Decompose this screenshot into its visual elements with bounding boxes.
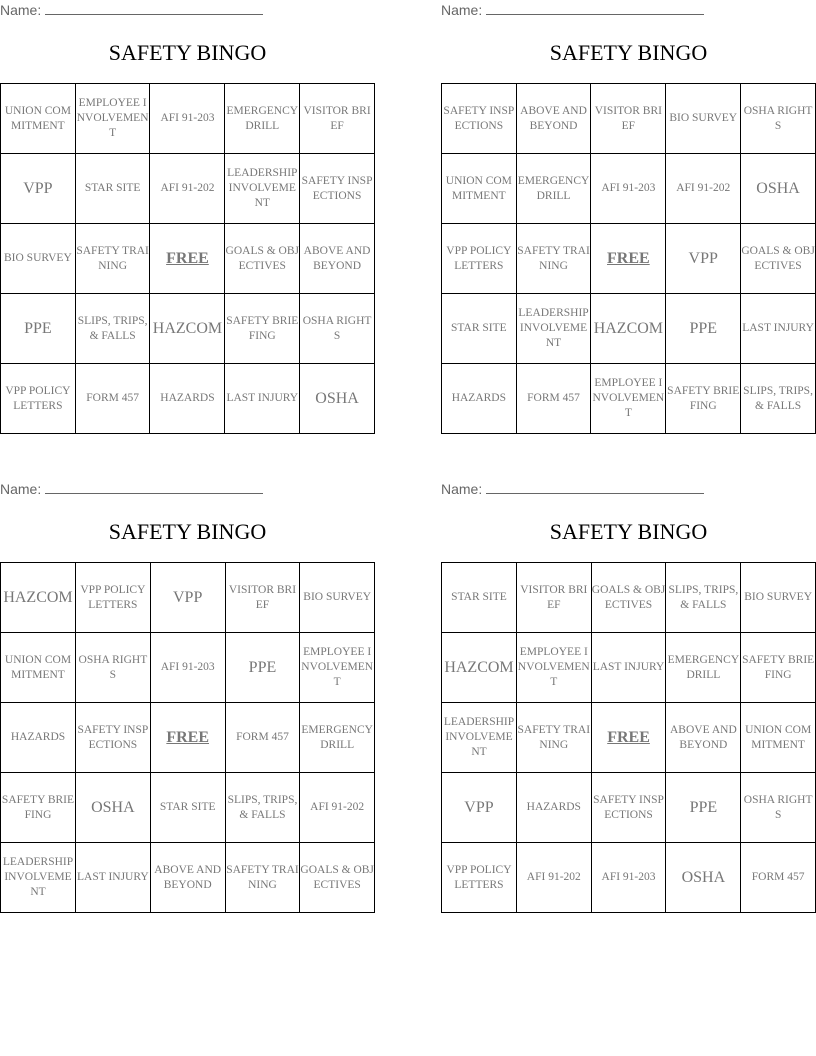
bingo-cell: BIO SURVEY — [666, 84, 741, 154]
bingo-cell: FORM 457 — [516, 364, 591, 434]
bingo-cell: AFI 91-203 — [150, 84, 225, 154]
free-space-cell: FREE — [150, 703, 225, 773]
bingo-grid — [441, 83, 816, 434]
bingo-cell: VPP — [150, 563, 225, 633]
bingo-cell: EMPLOYEE INVOLVEMENT — [591, 364, 666, 434]
bingo-cell: UNION COMMITMENT — [741, 703, 816, 773]
bingo-cell: LAST INJURY — [75, 843, 150, 913]
bingo-grid — [441, 562, 816, 913]
card-title: SAFETY BINGO — [108, 519, 267, 544]
bingo-row — [442, 843, 816, 913]
bingo-row — [442, 224, 816, 294]
bingo-cell: STAR SITE — [442, 294, 517, 364]
bingo-row — [1, 364, 375, 434]
card-title: SAFETY BINGO — [108, 40, 267, 65]
name-label: Name: — [0, 481, 42, 497]
bingo-cell: BIO SURVEY — [741, 563, 816, 633]
bingo-cell: VISITOR BRIEF — [516, 563, 591, 633]
bingo-cell: SAFETY INSPECTIONS — [300, 154, 375, 224]
bingo-row — [1, 84, 375, 154]
bingo-cell: LEADERSHIP INVOLVEMENT — [225, 154, 300, 224]
bingo-row — [442, 294, 816, 364]
bingo-cell: VPP — [1, 154, 76, 224]
bingo-cell: VPP POLICY LETTERS — [442, 843, 517, 913]
bingo-cell: AFI 91-202 — [150, 154, 225, 224]
bingo-cell: ABOVE AND BEYOND — [300, 224, 375, 294]
bingo-cell: VPP — [666, 224, 741, 294]
bingo-cell: SAFETY INSPECTIONS — [75, 703, 150, 773]
bingo-cell: BIO SURVEY — [1, 224, 76, 294]
bingo-row — [442, 563, 816, 633]
bingo-cell: SLIPS, TRIPS, & FALLS — [75, 294, 150, 364]
bingo-cell: AFI 91-203 — [591, 154, 666, 224]
bingo-cell: OSHA RIGHTS — [741, 773, 816, 843]
bingo-row — [1, 843, 375, 913]
bingo-row — [442, 364, 816, 434]
bingo-cell: EMERGENCY DRILL — [516, 154, 591, 224]
bingo-cell: SAFETY TRAINING — [225, 843, 300, 913]
name-field — [0, 2, 263, 18]
bingo-cell: GOALS & OBJECTIVES — [300, 843, 375, 913]
bingo-cell: PPE — [225, 633, 300, 703]
bingo-cell: ABOVE AND BEYOND — [150, 843, 225, 913]
bingo-cell: STAR SITE — [442, 563, 517, 633]
name-blank-line — [45, 2, 263, 15]
bingo-cell: VISITOR BRIEF — [225, 563, 300, 633]
name-blank-line — [486, 2, 704, 15]
bingo-cell: HAZCOM — [150, 294, 225, 364]
bingo-cell: VISITOR BRIEF — [591, 84, 666, 154]
bingo-cell: OSHA — [75, 773, 150, 843]
bingo-grid — [0, 83, 375, 434]
bingo-cell: UNION COMMITMENT — [1, 633, 76, 703]
bingo-row — [442, 703, 816, 773]
bingo-cell: HAZARDS — [442, 364, 517, 434]
free-space-cell: FREE — [591, 703, 666, 773]
bingo-cell: LEADERSHIP INVOLVEMENT — [442, 703, 517, 773]
bingo-cell: SAFETY BRIEFING — [1, 773, 76, 843]
bingo-cell: SAFETY BRIEFING — [666, 364, 741, 434]
bingo-cell: HAZCOM — [591, 294, 666, 364]
bingo-grid — [0, 562, 375, 913]
bingo-row — [442, 154, 816, 224]
bingo-cell: EMPLOYEE INVOLVEMENT — [300, 633, 375, 703]
bingo-cell: STAR SITE — [75, 154, 150, 224]
bingo-cell: OSHA RIGHTS — [300, 294, 375, 364]
bingo-cell: UNION COMMITMENT — [442, 154, 517, 224]
bingo-cell: GOALS & OBJECTIVES — [741, 224, 816, 294]
card-title: SAFETY BINGO — [549, 519, 708, 544]
bingo-cell: SAFETY TRAINING — [75, 224, 150, 294]
name-label: Name: — [0, 2, 42, 18]
bingo-row — [1, 294, 375, 364]
bingo-cell: GOALS & OBJECTIVES — [225, 224, 300, 294]
bingo-cell: OSHA — [300, 364, 375, 434]
bingo-cell: SAFETY BRIEFING — [741, 633, 816, 703]
bingo-cell: AFI 91-203 — [591, 843, 666, 913]
bingo-cell: SAFETY TRAINING — [516, 703, 591, 773]
bingo-cell: VISITOR BRIEF — [300, 84, 375, 154]
bingo-row — [1, 224, 375, 294]
bingo-cell: EMERGENCY DRILL — [225, 84, 300, 154]
bingo-cell: SAFETY INSPECTIONS — [442, 84, 517, 154]
bingo-cell: FORM 457 — [75, 364, 150, 434]
card-title: SAFETY BINGO — [549, 40, 708, 65]
bingo-cell: HAZCOM — [442, 633, 517, 703]
bingo-cell: HAZARDS — [1, 703, 76, 773]
bingo-cell: BIO SURVEY — [300, 563, 375, 633]
bingo-cell: OSHA — [741, 154, 816, 224]
name-field — [441, 481, 704, 497]
bingo-cell: VPP POLICY LETTERS — [75, 563, 150, 633]
bingo-row — [1, 703, 375, 773]
bingo-cell: LAST INJURY — [591, 633, 666, 703]
bingo-row — [1, 633, 375, 703]
name-label: Name: — [441, 481, 483, 497]
bingo-cell: LEADERSHIP INVOLVEMENT — [1, 843, 76, 913]
bingo-row — [442, 84, 816, 154]
bingo-cell: EMPLOYEE INVOLVEMENT — [75, 84, 150, 154]
bingo-cell: EMPLOYEE INVOLVEMENT — [516, 633, 591, 703]
bingo-cell: AFI 91-202 — [300, 773, 375, 843]
bingo-cell: LAST INJURY — [225, 364, 300, 434]
bingo-row — [442, 773, 816, 843]
bingo-cell: VPP POLICY LETTERS — [1, 364, 76, 434]
bingo-cell: FORM 457 — [741, 843, 816, 913]
name-label: Name: — [441, 2, 483, 18]
bingo-cell: ABOVE AND BEYOND — [666, 703, 741, 773]
name-field — [0, 481, 263, 497]
bingo-cell: VPP — [442, 773, 517, 843]
bingo-cell: UNION COMMITMENT — [1, 84, 76, 154]
name-blank-line — [486, 481, 704, 494]
bingo-row — [1, 563, 375, 633]
bingo-cell: HAZARDS — [150, 364, 225, 434]
bingo-cell: LEADERSHIP INVOLVEMENT — [516, 294, 591, 364]
bingo-cell: AFI 91-203 — [150, 633, 225, 703]
bingo-cell: SLIPS, TRIPS, & FALLS — [225, 773, 300, 843]
bingo-row — [1, 154, 375, 224]
bingo-cell: SLIPS, TRIPS, & FALLS — [741, 364, 816, 434]
bingo-cell: VPP POLICY LETTERS — [442, 224, 517, 294]
bingo-cell: HAZARDS — [516, 773, 591, 843]
bingo-cell: FORM 457 — [225, 703, 300, 773]
bingo-cell: SLIPS, TRIPS, & FALLS — [666, 563, 741, 633]
name-field — [441, 2, 704, 18]
bingo-cell: HAZCOM — [1, 563, 76, 633]
bingo-cell: OSHA RIGHTS — [75, 633, 150, 703]
bingo-cell: EMERGENCY DRILL — [300, 703, 375, 773]
bingo-cell: GOALS & OBJECTIVES — [591, 563, 666, 633]
bingo-cell: OSHA — [666, 843, 741, 913]
bingo-cell: SAFETY BRIEFING — [225, 294, 300, 364]
name-blank-line — [45, 481, 263, 494]
bingo-cell: ABOVE AND BEYOND — [516, 84, 591, 154]
bingo-cell: AFI 91-202 — [516, 843, 591, 913]
bingo-cell: PPE — [1, 294, 76, 364]
bingo-row — [1, 773, 375, 843]
bingo-cell: PPE — [666, 294, 741, 364]
bingo-cell: LAST INJURY — [741, 294, 816, 364]
bingo-row — [442, 633, 816, 703]
bingo-cell: AFI 91-202 — [666, 154, 741, 224]
bingo-cell: PPE — [666, 773, 741, 843]
bingo-cell: STAR SITE — [150, 773, 225, 843]
free-space-cell: FREE — [591, 224, 666, 294]
bingo-cell: OSHA RIGHTS — [741, 84, 816, 154]
free-space-cell: FREE — [150, 224, 225, 294]
bingo-cell: SAFETY INSPECTIONS — [591, 773, 666, 843]
bingo-cell: SAFETY TRAINING — [516, 224, 591, 294]
bingo-cell: EMERGENCY DRILL — [666, 633, 741, 703]
